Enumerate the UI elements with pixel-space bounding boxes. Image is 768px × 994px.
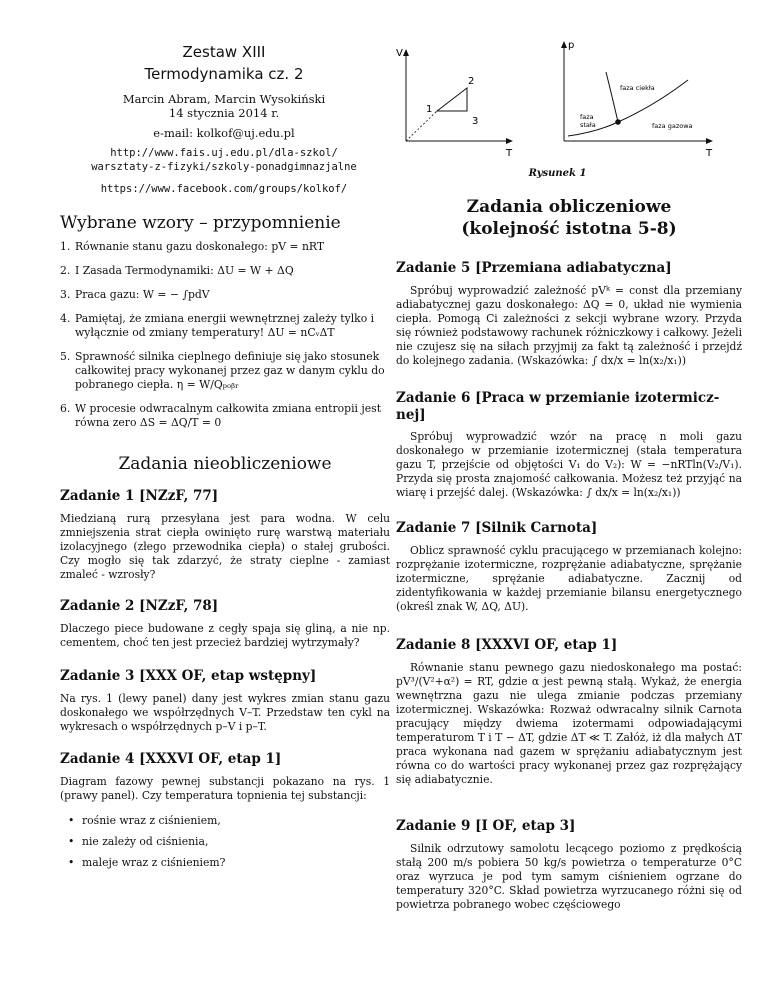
url-line-1[interactable]: http://www.fais.uj.edu.pl/dla-szkol/ (110, 147, 338, 159)
point-1: 1 (426, 104, 433, 115)
task1-title: Zadanie 1 [NZzF, 77] (60, 488, 219, 504)
label-solid-1: faza (580, 113, 594, 121)
task1-text: Miedzianą rurą przesyłana jest para wodna. W celu zmniejszenia strat ciepła owinięto rurę warstwą materiału izolacyjnego (złego przewodnika ciepła) o stałej grubości. Czy mogło się tak zdarzyć, że straty cieplne - zamiast zmaleć - wzrosły? (60, 512, 390, 581)
task7-title: Zadanie 7 [Silnik Carnota] (396, 520, 598, 536)
option-item: • nie zależy od ciśnienia, (60, 835, 390, 849)
formulas-heading: Wybrane wzory – przypomnienie (60, 213, 341, 233)
left-axis-v-label: V (396, 48, 403, 59)
task8-text: Równanie stanu pewnego gazu niedoskonałego ma postać: pV³/(V²+α²) = RT, gdzie α jest pewną stałą. Wykaż, że energia wewnętrzna gazu nie ulega zmianie podczas przemiany izotermicznej. Wskazówka: Rozważ odwracalny silnik Carnota pracujący między dwiema izotermami odpowiadającymi temperaturom T i T − ΔT, gdzie ΔT ≪ T. Załóż, iż dla małych ΔT praca wykonana nad gazem w sprężaniu adiabatycznym jest równa co do wartości pracy wykonanej przez gaz rozprężający się adiabatycznie. (396, 661, 742, 786)
item-text: W procesie odwracalnym całkowita zmiana entropii jest równa zero ΔS = ΔQ/T = 0 (75, 402, 382, 429)
cycle-triangle (437, 88, 467, 111)
formula-item (60, 240, 390, 254)
item-number: 5. (60, 350, 71, 363)
formula-item (60, 402, 390, 430)
item-text: I Zasada Termodynamiki: ΔU = W + ΔQ (75, 264, 294, 277)
url-line-2[interactable]: warsztaty-z-fizyki/szkoly-ponadgimnazjalne (91, 161, 357, 173)
item-text: Sprawność silnika cieplnego definiuje się jako stosunek całkowitej pracy wykonanej przez gaz w danym cyklu do pobranego ciepła. η = W/Qₚₒᵦᵣ (75, 350, 385, 391)
dashed-line (406, 111, 437, 141)
task7-text: Oblicz sprawność cyklu pracującego w przemianach kolejno: rozprężanie izotermiczne, rozprężanie adiabatyczne, sprężanie izotermiczne, sprężanie adiabatyczne. Zacznij od zidentyfikowania w każdej przemianie bilansu energetycznego (określ znak W, ΔQ, ΔU). (396, 544, 742, 613)
task5-title: Zadanie 5 [Przemiana adiabatyczna] (396, 260, 672, 276)
label-solid-2: stała (580, 121, 596, 129)
right-axis-t-label: T (706, 148, 713, 159)
task9-title: Zadanie 9 [I OF, etap 3] (396, 818, 576, 834)
point-3: 3 (472, 116, 479, 127)
item-number: 2. (60, 264, 71, 277)
item-number: 3. (60, 288, 71, 301)
item-number: 6. (60, 402, 71, 415)
item-text: Pamiętaj, że zmiana energii wewnętrznej zależy tylko i wyłącznie od zmiany temperatury! ΔU = nCᵥΔT (75, 312, 375, 339)
date: 14 stycznia 2014 r. (168, 106, 280, 120)
figure-caption: Rysunek 1 (528, 168, 587, 179)
option-item: • rośnie wraz z ciśnieniem, (60, 814, 390, 828)
numeric-heading-line-2: (kolejność istotna 5-8) (461, 219, 677, 239)
task3-text: Na rys. 1 (lewy panel) dany jest wykres zmian stanu gazu doskonałego we współrzędnych V–T. Przedstaw ten cykl na wykresach o współrzędnych p–V i p–T. (60, 692, 390, 733)
task8-title: Zadanie 8 [XXXVI OF, etap 1] (396, 637, 618, 653)
task2-text: Dlaczego piece budowane z cegły spaja się gliną, a nie np. cementem, choć ten jest przecież bardziej wytrzymały? (60, 622, 390, 649)
email: e-mail: kolkof@uj.edu.pl (153, 126, 295, 140)
formula-item (60, 264, 390, 278)
title-line-2: Termodynamika cz. 2 (144, 65, 304, 83)
task2-title: Zadanie 2 [NZzF, 78] (60, 598, 219, 614)
nonnumeric-heading: Zadania nieobliczeniowe (118, 454, 332, 474)
task9-text: Silnik odrzutowy samolotu lecącego poziomo z prędkością stałą 200 m/s pobiera 50 kg/s powietrza o temperaturze 0°C oraz wyrzuca je pod tym samym ciśnieniem ogrzane do temperatury 320°C. Skład powietrza wyrzucanego różni się od powietrza pobranego wobec częściowego (396, 842, 742, 911)
task6-text: Spróbuj wyprowadzić wzór na pracę n moli gazu doskonałego w przemianie izotermicznej (stała temperatura gazu T, przejście od objętości V₁ do V₂): W = −nRTln(V₂/V₁). Przyda się prosta znajomość całkowania. Możesz też przyjąć na wiarę i przejść dalej. (Wskazówka: ∫ dx/x = ln(x₂/x₁)) (396, 430, 742, 499)
item-number: 1. (60, 240, 71, 253)
point-2: 2 (468, 76, 475, 87)
authors: Marcin Abram, Marcin Wysokiński (122, 92, 326, 106)
label-gas: faza gazowa (652, 122, 693, 130)
title-line-1: Zestaw XIII (182, 43, 266, 61)
formulas-list (60, 240, 390, 440)
task5-text: Spróbuj wyprowadzić zależność pVᵏ = const dla przemiany adiabatycznej gazu doskonałego: ΔQ = 0, układ nie wymienia ciepła. Pomogą Ci zależności z sekcji wybrane wzory. Przyda się również podstawowy rachunek różniczkowy i całkowy. Jeżeli nie czujesz się na siłach przyjmij za fakt tą zależność i przejdź do kolejnego zadania. (Wskazówka: ∫ dx/x = ln(x₂/x₁)) (396, 284, 742, 367)
numeric-heading-line-1: Zadania obliczeniowe (466, 197, 672, 217)
formula-item (60, 312, 390, 340)
task3-title: Zadanie 3 [XXX OF, etap wstępny] (60, 668, 317, 684)
formula-item (60, 350, 390, 392)
figure-1 (392, 36, 742, 171)
left-axis-t-label: T (506, 148, 513, 159)
right-axis-p-label: p (568, 40, 575, 51)
task4-options (60, 814, 390, 877)
item-text: Praca gazu: W = − ∫pdV (75, 288, 210, 301)
task4-text: Diagram fazowy pewnej substancji pokazano na rys. 1 (prawy panel). Czy temperatura topnienia tej substancji: (60, 775, 390, 802)
task4-title: Zadanie 4 [XXXVI OF, etap 1] (60, 751, 282, 767)
triple-point (615, 119, 621, 125)
facebook-link[interactable]: https://www.facebook.com/groups/kolkof/ (100, 183, 348, 195)
melting-curve (606, 72, 618, 122)
item-text: Równanie stanu gazu doskonałego: pV = nRT (75, 240, 325, 253)
item-number: 4. (60, 312, 71, 325)
task6-title-line-1: Zadanie 6 [Praca w przemianie izotermicz- (396, 390, 720, 406)
task6-title-line-2: nej] (396, 407, 426, 423)
formula-item (60, 288, 390, 302)
label-liquid: faza ciekła (620, 84, 655, 92)
option-item: • maleje wraz z ciśnieniem? (60, 856, 390, 870)
